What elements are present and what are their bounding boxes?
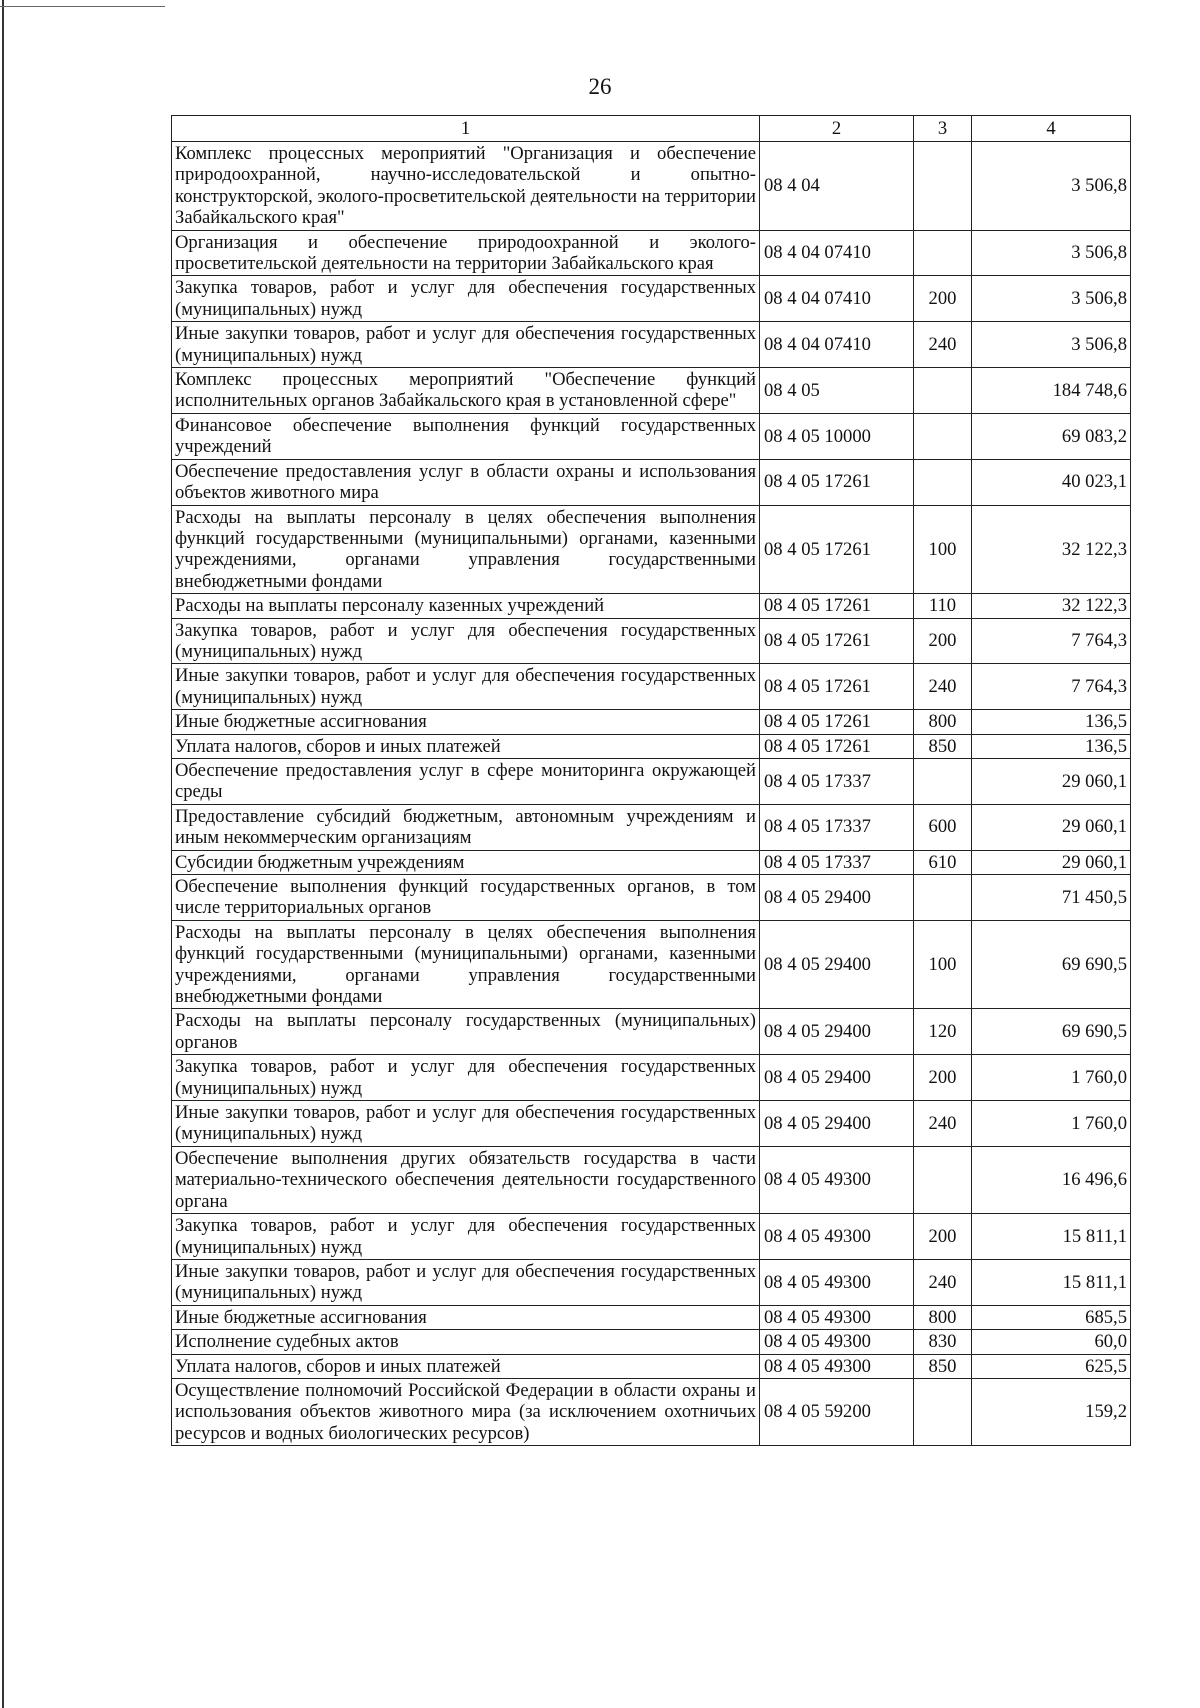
cell-expense-type [914,142,972,231]
cell-expense-type: 850 [914,734,972,758]
cell-budget-code: 08 4 05 49300 [760,1305,914,1329]
cell-expense-type: 830 [914,1330,972,1354]
cell-expense-type [914,1378,972,1445]
cell-amount: 3 506,8 [972,322,1131,368]
cell-budget-code: 08 4 05 17337 [760,850,914,874]
cell-expense-name: Предоставление субсидий бюджетным, автономным учреждениям и иным некоммерческим организациям [172,804,760,850]
cell-budget-code: 08 4 05 17261 [760,618,914,664]
cell-amount: 7 764,3 [972,618,1131,664]
table-row [172,710,1131,734]
cell-expense-type [914,758,972,804]
cell-expense-type: 240 [914,1101,972,1147]
cell-amount: 1 760,0 [972,1055,1131,1101]
cell-budget-code: 08 4 05 49300 [760,1354,914,1378]
cell-amount: 136,5 [972,734,1131,758]
cell-expense-type: 120 [914,1009,972,1055]
table-row [172,664,1131,710]
cell-expense-name: Закупка товаров, работ и услуг для обеспечения государственных (муниципальных) нужд [172,276,760,322]
column-header-code: 2 [760,116,914,142]
cell-expense-type: 100 [914,920,972,1009]
table-row [172,920,1131,1009]
cell-budget-code: 08 4 05 29400 [760,1101,914,1147]
table-row [172,276,1131,322]
cell-budget-code: 08 4 05 10000 [760,413,914,459]
cell-amount: 184 748,6 [972,368,1131,414]
cell-expense-type: 850 [914,1354,972,1378]
table-row [172,734,1131,758]
cell-expense-name: Уплата налогов, сборов и иных платежей [172,1354,760,1378]
cell-budget-code: 08 4 05 49300 [760,1146,914,1213]
cell-budget-code: 08 4 04 07410 [760,230,914,276]
table-row [172,1259,1131,1305]
cell-amount: 29 060,1 [972,850,1131,874]
table-row [172,804,1131,850]
scan-margin-line [2,0,4,1708]
cell-amount: 3 506,8 [972,276,1131,322]
cell-budget-code: 08 4 05 17337 [760,758,914,804]
cell-budget-code: 08 4 05 29400 [760,1009,914,1055]
table-row [172,368,1131,414]
cell-expense-name: Закупка товаров, работ и услуг для обеспечения государственных (муниципальных) нужд [172,618,760,664]
cell-expense-type: 610 [914,850,972,874]
cell-expense-name: Иные закупки товаров, работ и услуг для обеспечения государственных (муниципальных) нужд [172,664,760,710]
cell-amount: 7 764,3 [972,664,1131,710]
cell-expense-name: Организация и обеспечение природоохранной и эколого-просветительской деятельности на территории Забайкальского края [172,230,760,276]
cell-budget-code: 08 4 05 59200 [760,1378,914,1445]
cell-expense-type [914,230,972,276]
cell-expense-type: 240 [914,1259,972,1305]
cell-expense-type [914,459,972,505]
cell-amount: 29 060,1 [972,804,1131,850]
table-row [172,1378,1131,1445]
cell-budget-code: 08 4 04 07410 [760,322,914,368]
cell-amount: 69 690,5 [972,1009,1131,1055]
cell-amount: 16 496,6 [972,1146,1131,1213]
cell-amount: 15 811,1 [972,1214,1131,1260]
cell-expense-type: 800 [914,710,972,734]
page-number: 26 [588,74,612,99]
table-body [172,142,1131,1446]
table-row [172,1101,1131,1147]
budget-table [171,115,1131,1446]
column-header-type: 3 [914,116,972,142]
cell-budget-code: 08 4 05 17261 [760,459,914,505]
cell-expense-name: Исполнение судебных актов [172,1330,760,1354]
table-row [172,1055,1131,1101]
cell-budget-code: 08 4 05 29400 [760,1055,914,1101]
column-header-name: 1 [172,116,760,142]
cell-amount: 3 506,8 [972,142,1131,231]
cell-expense-type [914,413,972,459]
table-row [172,1354,1131,1378]
cell-expense-type: 600 [914,804,972,850]
cell-budget-code: 08 4 05 29400 [760,875,914,921]
cell-expense-name: Уплата налогов, сборов и иных платежей [172,734,760,758]
table-row [172,875,1131,921]
cell-expense-name: Обеспечение выполнения функций государственных органов, в том числе территориальных органов [172,875,760,921]
cell-amount: 15 811,1 [972,1259,1131,1305]
cell-expense-type: 200 [914,618,972,664]
table-row [172,142,1131,231]
cell-expense-type: 200 [914,1214,972,1260]
cell-amount: 32 122,3 [972,505,1131,594]
cell-expense-name: Иные бюджетные ассигнования [172,710,760,734]
table-row [172,1305,1131,1329]
cell-expense-name: Обеспечение предоставления услуг в области охраны и использования объектов животного мира [172,459,760,505]
table-header-row [172,116,1131,142]
cell-amount: 625,5 [972,1354,1131,1378]
table-row [172,1330,1131,1354]
cell-expense-name: Расходы на выплаты персоналу в целях обеспечения выполнения функций государственными (муниципальными) органами, казенными учреждениями, органами управления государственными внебюджетными фондами [172,505,760,594]
column-header-amount: 4 [972,116,1131,142]
cell-expense-name: Иные закупки товаров, работ и услуг для обеспечения государственных (муниципальных) нужд [172,322,760,368]
cell-budget-code: 08 4 04 [760,142,914,231]
cell-budget-code: 08 4 05 17261 [760,734,914,758]
cell-expense-type: 110 [914,594,972,618]
cell-budget-code: 08 4 04 07410 [760,276,914,322]
cell-expense-type: 200 [914,276,972,322]
table-row [172,758,1131,804]
cell-budget-code: 08 4 05 49300 [760,1330,914,1354]
cell-expense-name: Комплекс процессных мероприятий "Обеспечение функций исполнительных органов Забайкальского края в установленной сфере" [172,368,760,414]
cell-budget-code: 08 4 05 49300 [760,1214,914,1260]
cell-amount: 29 060,1 [972,758,1131,804]
cell-budget-code: 08 4 05 17337 [760,804,914,850]
table-row [172,850,1131,874]
cell-expense-name: Комплекс процессных мероприятий "Организация и обеспечение природоохранной, научно-исследовательской и опытно-конструкторской, эколого-просветительской деятельности на территории Забайкальского края" [172,142,760,231]
cell-budget-code: 08 4 05 17261 [760,594,914,618]
table-row [172,459,1131,505]
cell-amount: 71 450,5 [972,875,1131,921]
scan-top-line [0,6,165,7]
cell-amount: 69 690,5 [972,920,1131,1009]
cell-expense-type [914,875,972,921]
table-row [172,413,1131,459]
cell-expense-name: Финансовое обеспечение выполнения функций государственных учреждений [172,413,760,459]
cell-expense-name: Расходы на выплаты персоналу государственных (муниципальных) органов [172,1009,760,1055]
cell-expense-name: Иные закупки товаров, работ и услуг для обеспечения государственных (муниципальных) нужд [172,1259,760,1305]
cell-expense-type: 200 [914,1055,972,1101]
table-row [172,1214,1131,1260]
cell-expense-name: Субсидии бюджетным учреждениям [172,850,760,874]
cell-expense-type: 240 [914,664,972,710]
cell-amount: 136,5 [972,710,1131,734]
table-row [172,594,1131,618]
table-row [172,1009,1131,1055]
table-row [172,230,1131,276]
cell-budget-code: 08 4 05 17261 [760,505,914,594]
cell-expense-name: Иные бюджетные ассигнования [172,1305,760,1329]
cell-expense-name: Осуществление полномочий Российской Федерации в области охраны и использования объектов животного мира (за исключением охотничьих ресурсов и водных биологических ресурсов) [172,1378,760,1445]
cell-budget-code: 08 4 05 29400 [760,920,914,1009]
cell-budget-code: 08 4 05 17261 [760,710,914,734]
table-row [172,505,1131,594]
cell-expense-type: 240 [914,322,972,368]
cell-budget-code: 08 4 05 [760,368,914,414]
table-row [172,322,1131,368]
cell-budget-code: 08 4 05 17261 [760,664,914,710]
cell-expense-name: Расходы на выплаты персоналу в целях обеспечения выполнения функций государственными (муниципальными) органами, казенными учреждениями, органами управления государственными внебюджетными фондами [172,920,760,1009]
cell-amount: 60,0 [972,1330,1131,1354]
cell-expense-name: Закупка товаров, работ и услуг для обеспечения государственных (муниципальных) нужд [172,1214,760,1260]
cell-amount: 1 760,0 [972,1101,1131,1147]
cell-expense-type: 100 [914,505,972,594]
cell-expense-name: Обеспечение предоставления услуг в сфере мониторинга окружающей среды [172,758,760,804]
cell-amount: 3 506,8 [972,230,1131,276]
cell-expense-type: 800 [914,1305,972,1329]
cell-budget-code: 08 4 05 49300 [760,1259,914,1305]
cell-expense-name: Иные закупки товаров, работ и услуг для обеспечения государственных (муниципальных) нужд [172,1101,760,1147]
cell-amount: 32 122,3 [972,594,1131,618]
cell-amount: 69 083,2 [972,413,1131,459]
cell-amount: 159,2 [972,1378,1131,1445]
cell-amount: 685,5 [972,1305,1131,1329]
cell-expense-name: Расходы на выплаты персоналу казенных учреждений [172,594,760,618]
cell-amount: 40 023,1 [972,459,1131,505]
cell-expense-name: Закупка товаров, работ и услуг для обеспечения государственных (муниципальных) нужд [172,1055,760,1101]
table-row [172,1146,1131,1213]
cell-expense-type [914,368,972,414]
cell-expense-type [914,1146,972,1213]
cell-expense-name: Обеспечение выполнения других обязательств государства в части материально-технического обеспечения деятельности государственного органа [172,1146,760,1213]
table-row [172,618,1131,664]
